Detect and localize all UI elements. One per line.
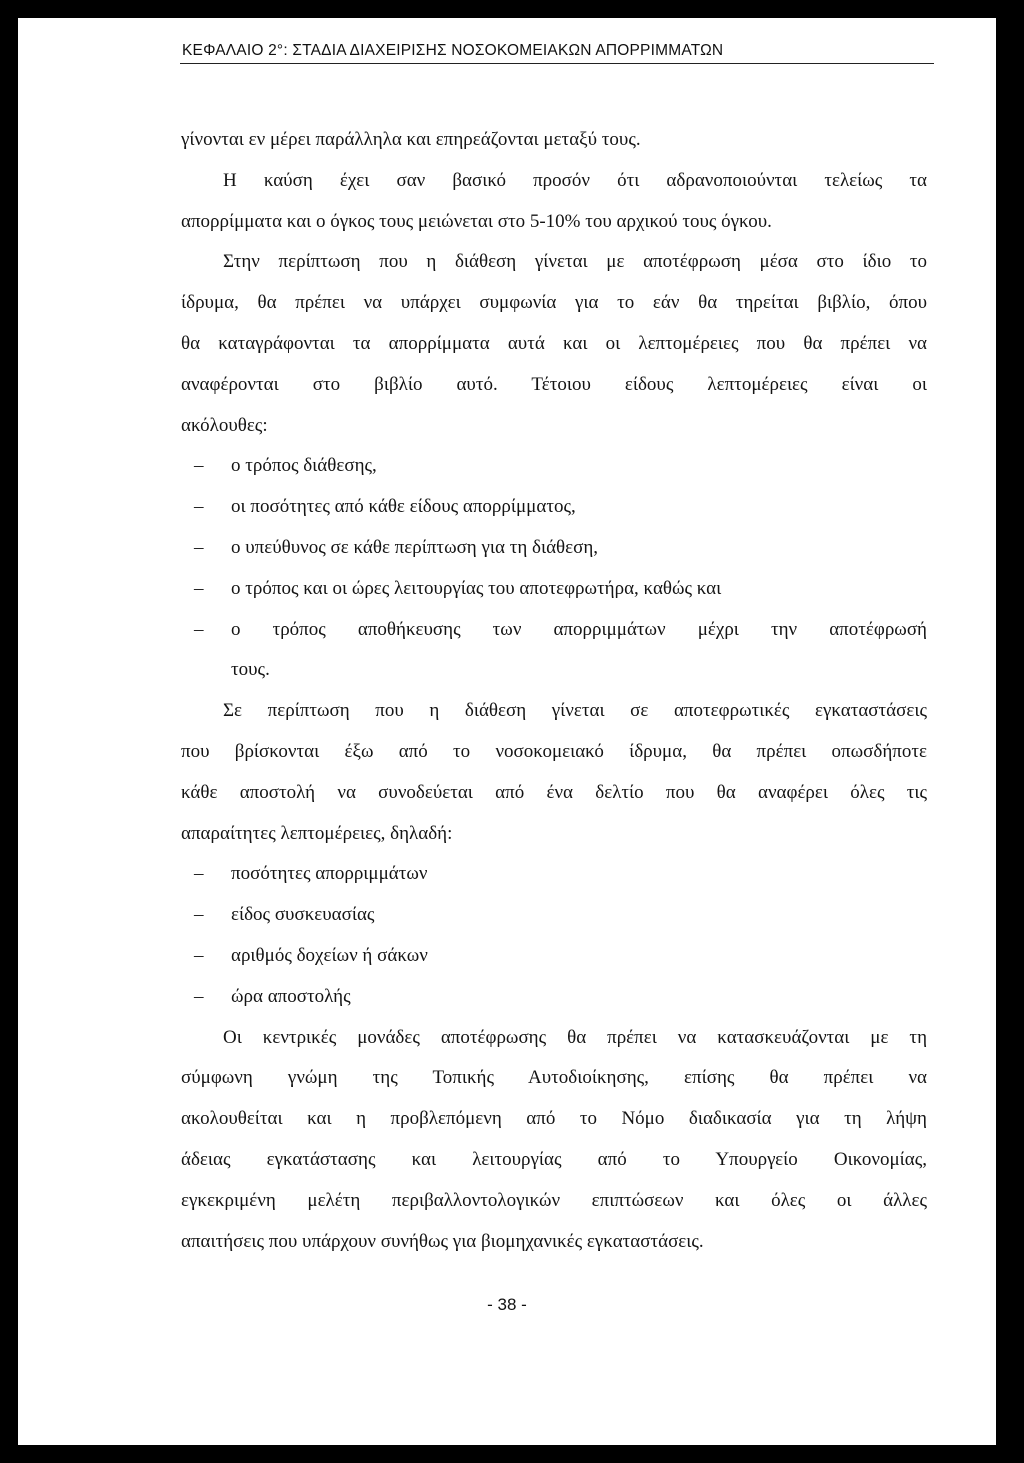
list-item [181, 895, 927, 936]
list-item [181, 569, 927, 610]
document-page [18, 18, 996, 1445]
list-item [181, 446, 927, 487]
text-line: Σε περίπτωση που η διάθεση γίνεται σε αποτεφρωτικές εγκαταστάσεις [223, 700, 927, 722]
text-line: Η καύση έχει σαν βασικό προσόν ότι αδρανοποιούνται τελείως τα [223, 169, 927, 191]
body-text [181, 120, 927, 1262]
list-item-continuation: τους. [231, 659, 270, 681]
text-line: ίδρυμα, θα πρέπει να υπάρχει συμφωνία για το εάν θα τηρείται βιβλίο, όπου [181, 292, 927, 314]
list-item [181, 528, 927, 569]
list-dash: – [194, 577, 204, 599]
list-item-text: ώρα αποστολής [231, 985, 351, 1007]
list-item [181, 936, 927, 977]
list-dash: – [194, 985, 204, 1007]
text-line: Οι κεντρικές μονάδες αποτέφρωσης θα πρέπει να κατασκευάζονται με τη [223, 1026, 927, 1048]
page-number: - 38 - [487, 1295, 527, 1314]
text-line: ακόλουθες: [181, 414, 268, 436]
list-item-text: είδος συσκευασίας [231, 904, 375, 926]
text-line: αναφέρονται στο βιβλίο αυτό. Τέτοιου είδους λεπτομέρειες είναι οι [181, 373, 927, 395]
text-line: Στην περίπτωση που η διάθεση γίνεται με αποτέφρωση μέσα στο ίδιο το [223, 251, 927, 273]
text-line: απαιτήσεις που υπάρχουν συνήθως για βιομηχανικές εγκαταστάσεις. [181, 1230, 704, 1252]
list-item-text: ποσότητες απορριμμάτων [231, 863, 428, 885]
text-line: ακολουθείται και η προβλεπόμενη από το Νόμο διαδικασία για τη λήψη [181, 1108, 927, 1130]
list-dash: – [194, 455, 204, 477]
list-item [181, 854, 927, 895]
list-dash: – [194, 618, 204, 640]
list-item-text: ο τρόπος και οι ώρες λειτουργίας του αποτεφρωτήρα, καθώς και [231, 577, 722, 599]
list-item [181, 610, 927, 651]
list-dash: – [194, 944, 204, 966]
list-dash: – [194, 536, 204, 558]
text-line: που βρίσκονται έξω από το νοσοκομειακό ίδρυμα, θα πρέπει οπωσδήποτε [181, 740, 927, 762]
text-line: σύμφωνη γνώμη της Τοπικής Αυτοδιοίκησης, επίσης θα πρέπει να [181, 1067, 927, 1089]
text-line: γίνονται εν μέρει παράλληλα και επηρεάζονται μεταξύ τους. [181, 129, 641, 150]
list-item-text: ο υπεύθυνος σε κάθε περίπτωση για τη διάθεση, [231, 536, 599, 558]
list-item-text: ο τρόπος διάθεσης, [231, 455, 377, 477]
text-line: άδειας εγκατάστασης και λειτουργίας από το Υπουργείο Οικονομίας, [181, 1148, 927, 1170]
list-dash: – [194, 904, 204, 926]
text-line: απαραίτητες λεπτομέρειες, δηλαδή: [181, 822, 453, 844]
list-item [181, 977, 927, 1018]
text-line: θα καταγράφονται τα απορρίμματα αυτά και οι λεπτομέρειες που θα πρέπει να [181, 332, 927, 354]
text-line: απορρίμματα και ο όγκος τους μειώνεται στο 5-10% του αρχικού τους όγκου. [181, 210, 772, 232]
list-item-text: αριθμός δοχείων ή σάκων [231, 944, 428, 966]
list-dash: – [194, 863, 204, 885]
list-item-text: ο τρόπος αποθήκευσης των απορριμμάτων μέχρι την αποτέφρωσή [231, 618, 927, 640]
list-dash: – [194, 496, 204, 518]
header-rule [180, 63, 934, 64]
list-item [181, 487, 927, 528]
list-item-text: οι ποσότητες από κάθε είδους απορρίμματος, [231, 496, 576, 518]
chapter-header: ΚΕΦΑΛΑΙΟ 2°: ΣΤΑΔΙΑ ΔΙΑΧΕΙΡΙΣΗΣ ΝΟΣΟΚΟΜΕΙΑΚΩΝ ΑΠΟΡΡΙΜΜΑΤΩΝ [182, 42, 724, 59]
text-line: κάθε αποστολή να συνοδεύεται από ένα δελτίο που θα αναφέρει όλες τις [181, 781, 927, 803]
text-line: εγκεκριμένη μελέτη περιβαλλοντολογικών επιπτώσεων και όλες οι άλλες [181, 1189, 927, 1211]
